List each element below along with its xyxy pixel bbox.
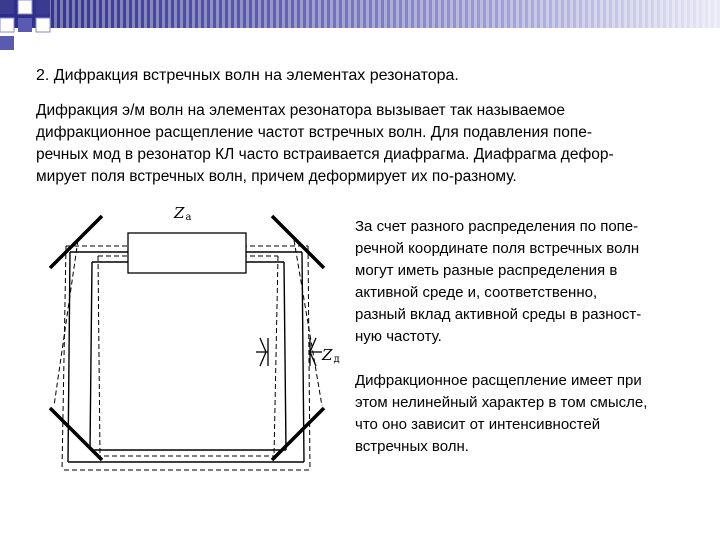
- diaphragm-marker: [256, 338, 322, 366]
- side-line: что оно зависит от интенсивностей: [355, 416, 601, 433]
- diaphragm-label: Zд: [322, 346, 340, 365]
- side-line: За счет разного распределения по попе-: [355, 218, 639, 235]
- banner-stripes: [0, 0, 720, 28]
- intro-line: Дифракция э/м волн на элементах резонатора вызывает так называемое: [36, 102, 566, 119]
- intro-line: мирует поля встречных волн, причем деформирует их по-разному.: [36, 168, 517, 185]
- side-paragraph: [355, 216, 715, 348]
- active-medium-label: Za: [174, 204, 192, 223]
- mirror-bottom-right: [272, 408, 324, 460]
- side-line: могут иметь разные распределения в: [355, 262, 618, 279]
- side-line: речной координате поля встречных волн: [355, 240, 640, 257]
- header-banner: [0, 0, 720, 28]
- mirror-bottom-left: [50, 408, 102, 460]
- side-line: встречных волн.: [355, 438, 469, 455]
- intro-text: [36, 100, 716, 188]
- side-line: этом нелинейный характер в том смысле,: [355, 394, 648, 411]
- intro-line: речных мод в резонатор КЛ часто встраивается диафрагма. Диафрагма дефор-: [36, 146, 614, 163]
- beam-path-dashed: [54, 240, 322, 470]
- side-paragraph: [355, 370, 715, 458]
- mirror-top-left: [50, 216, 102, 268]
- active-medium-element: [128, 233, 246, 273]
- side-line: Дифракционное расщепление имеет при: [355, 372, 642, 389]
- mirror-top-right: [272, 216, 324, 268]
- side-text: [355, 216, 715, 480]
- side-line: активной среде и, соответственно,: [355, 284, 598, 301]
- resonator-diagram: [40, 196, 340, 496]
- side-line: ную частоту.: [355, 328, 442, 345]
- slide-heading: 2. Дифракция встречных волн на элементах резонатора.: [36, 67, 459, 84]
- corner-squares-decoration: [0, 0, 60, 52]
- intro-line: дифракционное расщепление частот встречных волн. Для подавления попе-: [36, 124, 593, 141]
- side-line: разный вклад активной среды в разност-: [355, 306, 642, 323]
